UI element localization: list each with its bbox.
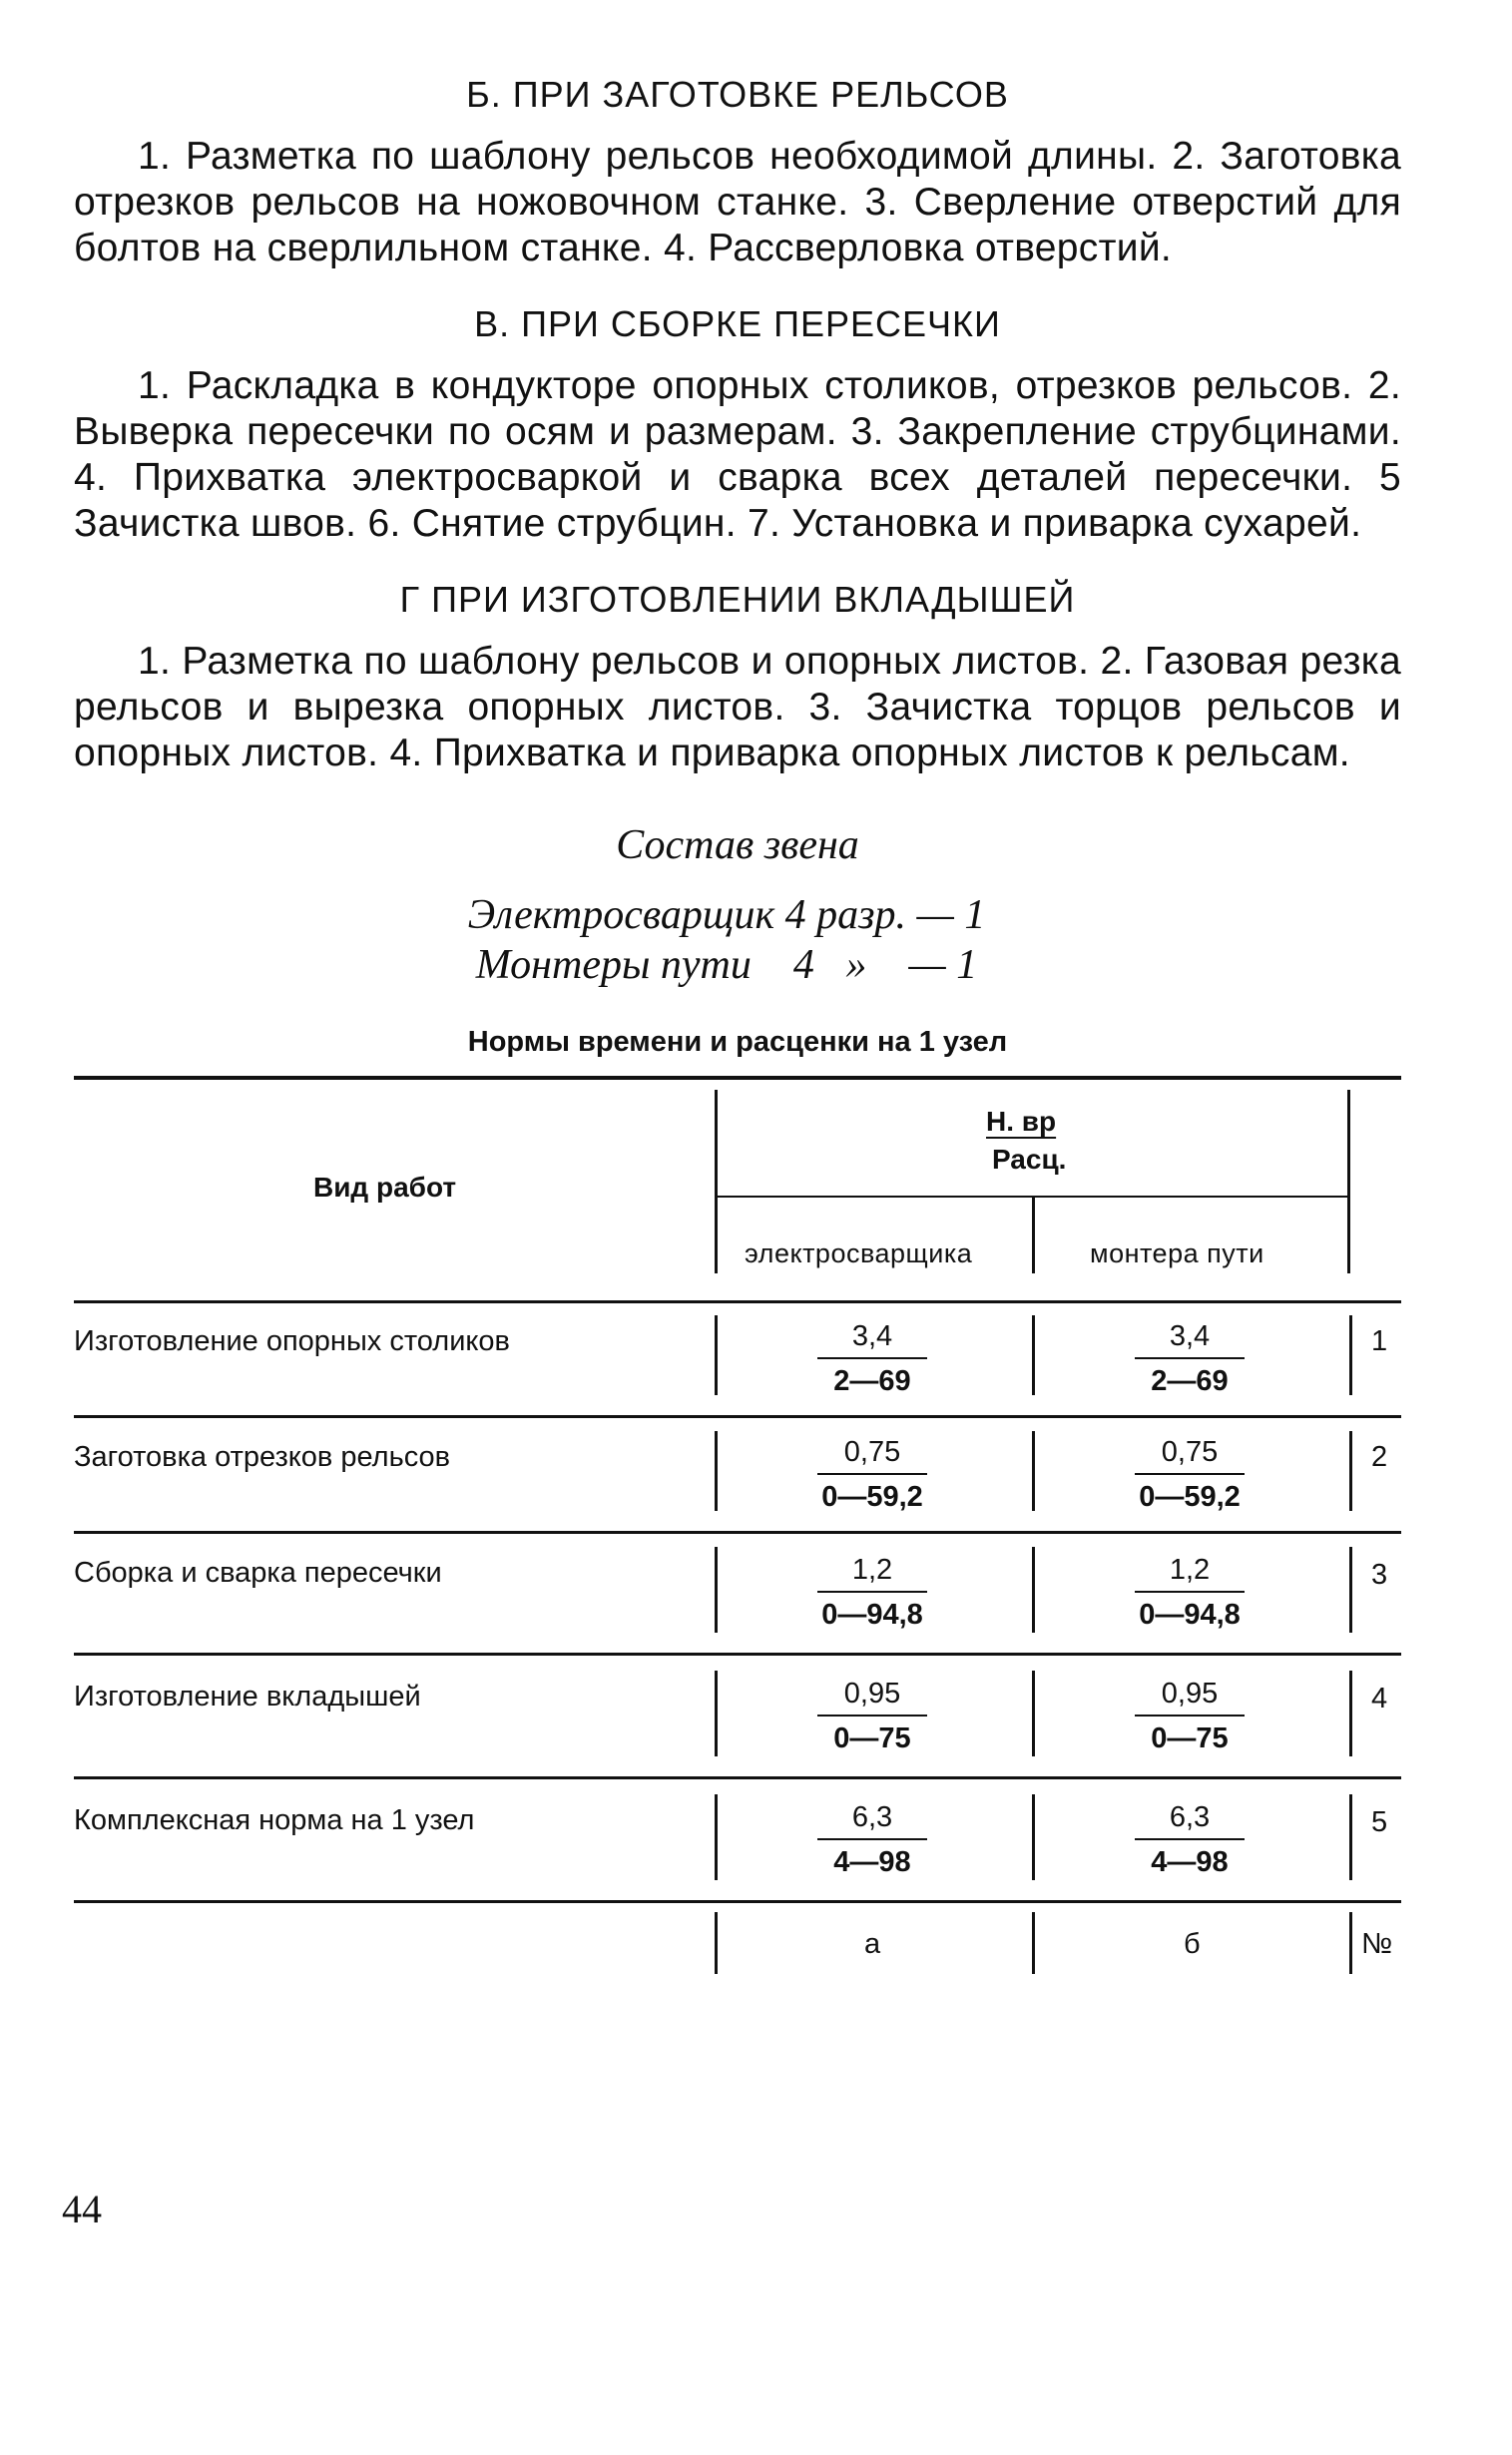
crew-title: Состав звена: [616, 822, 859, 868]
table-footer-rule: [74, 1900, 1401, 1903]
table-col-rule: [1349, 1912, 1352, 1974]
row-4-work: Изготовление вкладышей: [74, 1681, 421, 1713]
table-col-rule: [715, 1431, 718, 1511]
row-1-trackman-norm: 3,4: [1169, 1320, 1211, 1352]
table-col-rule: [1032, 1671, 1035, 1756]
table-row-rule: [74, 1415, 1401, 1418]
page-content: [74, 70, 1401, 1974]
row-1-welder-rate: 2—69: [833, 1365, 911, 1397]
table-col-rule: [1349, 1794, 1352, 1880]
table-caption: Нормы времени и расценки на 1 узел: [467, 1026, 1008, 1058]
table-col-rule: [1032, 1794, 1035, 1880]
footer-number-sign: №: [1361, 1928, 1393, 1960]
row-2-work: Заготовка отрезков рельсов: [74, 1441, 451, 1473]
row-1-trackman-value: [1105, 1319, 1274, 1401]
table-top-rule: [74, 1076, 1401, 1080]
table-col-rule: [1349, 1547, 1352, 1633]
row-2-trackman-value: [1105, 1435, 1274, 1517]
norms-table: [74, 1076, 1401, 1974]
table-col-rule: [1349, 1431, 1352, 1511]
table-col-rule: [1347, 1090, 1350, 1273]
row-2-trackman-rate: 0—59,2: [1139, 1481, 1241, 1513]
row-5-welder-value: [787, 1800, 957, 1882]
table-row-rule: [74, 1776, 1401, 1779]
header-norm-label: Н. вр: [986, 1106, 1057, 1137]
row-1-number: 1: [1371, 1325, 1388, 1357]
table-col-rule: [1032, 1912, 1035, 1974]
crew-member-welder: Электросварщик 4 разр. — 1: [467, 892, 986, 938]
row-2-welder-value: [787, 1435, 957, 1517]
row-5-welder-norm: 6,3: [851, 1801, 893, 1833]
table-col-rule: [1032, 1431, 1035, 1511]
table-col-rule: [715, 1315, 718, 1395]
row-1-trackman-rate: 2—69: [1151, 1365, 1229, 1397]
row-4-welder-norm: 0,95: [843, 1678, 901, 1710]
page-number: 44: [62, 2187, 102, 2231]
header-rate-label: Расц.: [992, 1144, 1067, 1175]
row-3-welder-norm: 1,2: [851, 1554, 893, 1586]
header-col-welder: электросварщика: [745, 1238, 973, 1268]
row-4-welder-value: [787, 1677, 957, 1758]
row-3-trackman-norm: 1,2: [1169, 1554, 1211, 1586]
row-5-trackman-rate: 4—98: [1151, 1846, 1229, 1878]
row-5-number: 5: [1371, 1806, 1388, 1838]
row-4-trackman-norm: 0,95: [1161, 1678, 1219, 1710]
table-header-rule: [74, 1300, 1401, 1303]
row-4-welder-rate: 0—75: [833, 1722, 911, 1754]
row-3-work: Сборка и сварка пересечки: [74, 1557, 442, 1589]
footer-col-b: б: [1184, 1928, 1201, 1960]
footer-col-a: а: [864, 1928, 881, 1960]
section-heading-v: В. ПРИ СБОРКЕ ПЕРЕСЕЧКИ: [474, 303, 1001, 344]
table-col-rule: [1032, 1547, 1035, 1633]
table-row-rule: [74, 1531, 1401, 1534]
row-4-trackman-rate: 0—75: [1151, 1722, 1229, 1754]
table-col-rule: [1032, 1315, 1035, 1395]
table-col-rule: [715, 1912, 718, 1974]
table-col-rule: [715, 1090, 718, 1273]
row-3-welder-rate: 0—94,8: [821, 1599, 923, 1631]
row-5-welder-rate: 4—98: [833, 1846, 911, 1878]
crew-member-trackmen: Монтеры пути 4 » — 1: [475, 942, 978, 988]
table-col-rule: [715, 1794, 718, 1880]
table-row-rule: [74, 1653, 1401, 1656]
header-col-trackman: монтера пути: [1090, 1238, 1264, 1268]
row-4-number: 4: [1371, 1683, 1388, 1715]
section-text-g: 1. Разметка по шаблону рельсов и опорных листов. 2. Газовая резка рельсов и вырезка опорных листов. 3. Зачистка торцов рельсов и опорных листов. 4. Прихватка и приварка опорных листов к рельсам.: [74, 640, 1401, 774]
section-heading-b: Б. ПРИ ЗАГОТОВКЕ РЕЛЬСОВ: [466, 74, 1009, 115]
section-heading-g: Г ПРИ ИЗГОТОВЛЕНИИ ВКЛАДЫШЕЙ: [399, 579, 1076, 620]
row-3-welder-value: [787, 1553, 957, 1635]
row-3-trackman-value: [1105, 1553, 1274, 1635]
row-2-welder-norm: 0,75: [843, 1436, 901, 1468]
row-1-work: Изготовление опорных столиков: [74, 1325, 510, 1357]
row-5-trackman-norm: 6,3: [1169, 1801, 1211, 1833]
section-text-v: 1. Раскладка в кондукторе опорных столиков, отрезков рельсов. 2. Выверка пересечки по осям и размерам. 3. Закрепление струбцинами. 4. Прихватка электросваркой и сварка всех деталей пересечки. 5 Зачистка швов. 6. Снятие струбцин. 7. Установка и приварка сухарей.: [74, 364, 1401, 545]
row-2-number: 2: [1371, 1441, 1388, 1473]
header-work-type: Вид работ: [313, 1172, 457, 1203]
row-2-welder-rate: 0—59,2: [821, 1481, 923, 1513]
row-2-trackman-norm: 0,75: [1161, 1436, 1219, 1468]
table-col-rule: [1032, 1198, 1035, 1273]
row-5-trackman-value: [1105, 1800, 1274, 1882]
row-4-trackman-value: [1105, 1677, 1274, 1758]
row-5-work: Комплексная норма на 1 узел: [74, 1804, 475, 1836]
section-text-b: 1. Разметка по шаблону рельсов необходимой длины. 2. Заготовка отрезков рельсов на ножовочном станке. 3. Сверление отверстий для болтов на сверлильном станке. 4. Рассверловка отверстий.: [74, 135, 1401, 269]
table-col-rule: [715, 1547, 718, 1633]
table-col-rule: [1349, 1671, 1352, 1756]
table-col-rule: [715, 1671, 718, 1756]
row-1-welder-norm: 3,4: [851, 1320, 893, 1352]
row-1-welder-value: [787, 1319, 957, 1401]
table-col-rule: [1349, 1315, 1352, 1395]
row-3-number: 3: [1371, 1559, 1388, 1591]
row-3-trackman-rate: 0—94,8: [1139, 1599, 1241, 1631]
